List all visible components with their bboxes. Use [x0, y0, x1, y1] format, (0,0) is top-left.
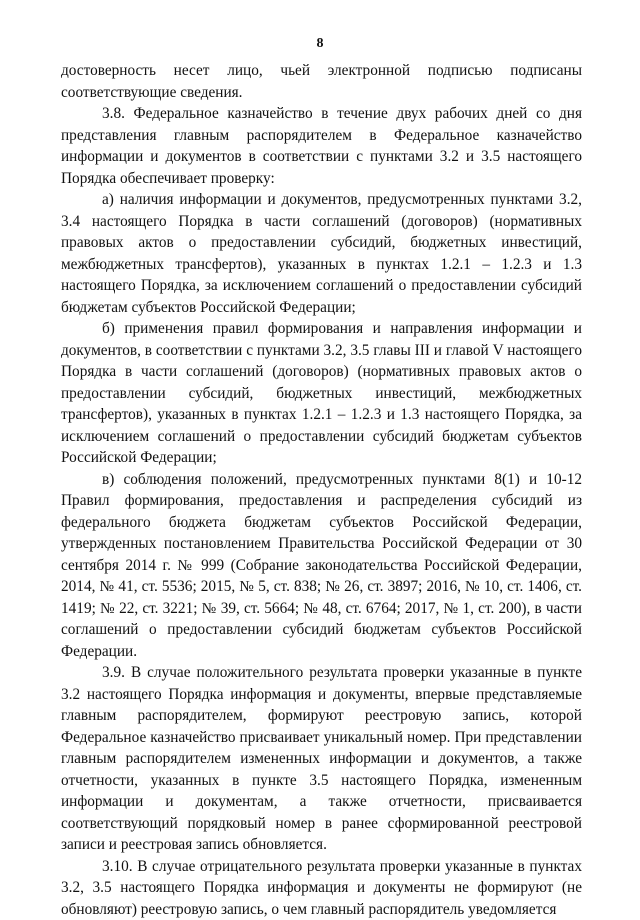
paragraph-3-8-b: б) применения правил формирования и направления информации и документов, в соответствии с пунктами 3.2, 3.5 главы III и главой V настоящего Порядка в части соглашений (договоров) (нормативных правовых актов о предоставлении субсидий, бюджетных инвестиций, межбюджетных трансфертов), указанных в пунктах 1.2.1 – 1.2.3 и 1.3 настоящего Порядка, за исключением соглашений о предоставлении субсидий бюджетам субъектов Российской Федерации; — [61, 318, 582, 469]
paragraph-3-9: 3.9. В случае положительного результата проверки указанные в пункте 3.2 настоящего Порядка информация и документы, впервые представляемые главным распорядителем, формируют реестровую запись, которой Федеральное казначейство присваивает уникальный номер. При представлении главным распорядителем измененных информации и документов, а также отчетности, указанных в пункте 3.5 настоящего Порядка, измененным информации и документам, а также отчетности, присваивается соответствующий порядковый номер в ранее сформированной реестровой записи и реестровая запись обновляется. — [61, 662, 582, 856]
paragraph-3-8-a: а) наличия информации и документов, предусмотренных пунктами 3.2, 3.4 настоящего Порядка в части соглашений (договоров) (нормативных правовых актов о предоставлении субсидий, бюджетных инвестиций, межбюджетных трансфертов), указанных в пунктах 1.2.1 – 1.2.3 и 1.3 настоящего Порядка, за исключением соглашений о предоставлении субсидий бюджетам субъектов Российской Федерации; — [61, 189, 582, 318]
page-number: 8 — [0, 36, 640, 52]
paragraph-continuation: достоверность несет лицо, чьей электронной подписью подписаны соответствующие сведения. — [61, 60, 582, 103]
paragraph-3-8-v: в) соблюдения положений, предусмотренных пунктами 8(1) и 10-12 Правил формирования, предоставления и распределения субсидий из федерального бюджета бюджетам субъектов Российской Федерации, утвержденных постановлением Правительства Российской Федерации от 30 сентября 2014 г. № 999 (Собрание законодательства Российской Федерации, 2014, № 41, ст. 5536; 2015, № 5, ст. 838; № 26, ст. 3897; 2016, № 10, ст. 1406, ст. 1419; № 22, ст. 3221; № 39, ст. 5664; № 48, ст. 6764; 2017, № 1, ст. 200), в части соглашений о предоставлении субсидий бюджетам субъектов Российской Федерации. — [61, 469, 582, 663]
document-body — [61, 60, 582, 920]
paragraph-3-8: 3.8. Федеральное казначейство в течение двух рабочих дней со дня представления главным распорядителем в Федеральное казначейство информации и документов в соответствии с пунктами 3.2 и 3.5 настоящего Порядка обеспечивает проверку: — [61, 103, 582, 189]
paragraph-3-10: 3.10. В случае отрицательного результата проверки указанные в пунктах 3.2, 3.5 настоящего Порядка информация и документы не формируют (не обновляют) реестровую запись, о чем главный распорядитель уведомляется — [61, 856, 582, 920]
